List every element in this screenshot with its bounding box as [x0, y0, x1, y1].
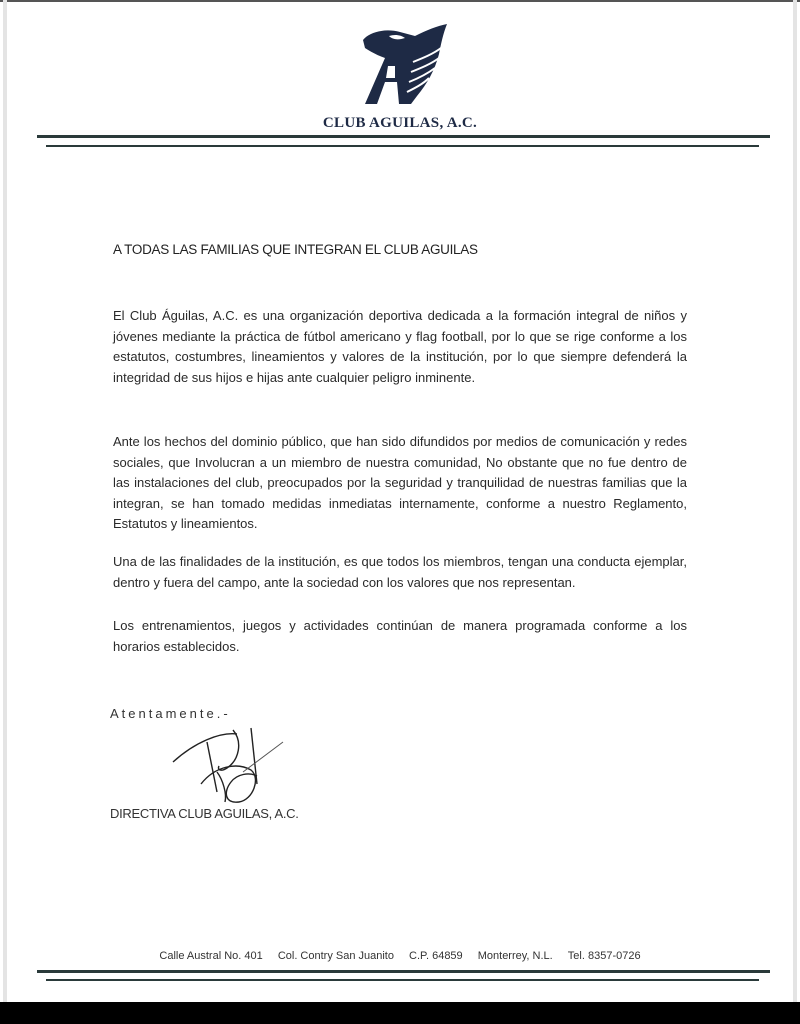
footer-contact [0, 950, 800, 962]
closing: Atentamente.- [110, 706, 231, 721]
club-name: CLUB AGUILAS, A.C. [322, 115, 478, 131]
eagle-logo-icon [355, 22, 455, 112]
footer-address: Calle Austral No. 401 [159, 950, 263, 962]
header-rule-top [37, 135, 770, 138]
signer-name: DIRECTIVA CLUB AGUILAS, A.C. [110, 806, 299, 821]
footer-city: Monterrey, N.L. [477, 950, 553, 962]
footer-phone: Tel. 8357-0726 [567, 950, 641, 962]
footer-rule-bottom [46, 979, 759, 981]
handwritten-signature [165, 722, 290, 807]
header-rule-bottom [46, 145, 759, 147]
paragraph-1: El Club Águilas, A.C. es una organización deportiva dedicada a la formación integral de niños y jóvenes mediante la práctica de fútbol americano y flag football, por lo que se rige conforme a los estatutos, costumbres, lineamientos y valores de la institución, por lo que siempre defenderá la integridad de sus hijos e hijas ante cualquier peligro inminente. [113, 308, 687, 385]
page-right-edge [793, 0, 797, 1002]
paragraph-4: Los entrenamientos, juegos y actividades continúan de manera programada conforme a los horarios establecidos. [113, 618, 687, 654]
page-left-edge [3, 0, 7, 1002]
paragraph-2: Ante los hechos del dominio público, que han sido difundidos por medios de comunicación y redes sociales, que Involucran a un miembro de nuestra comunidad, No obstante que no fue dentro de las instalaciones del club, preocupados por la seguridad y tranquilidad de nuestras familias que la integran, se han tomado medidas inmediatas internamente, conforme a nuestro Reglamento, Estatutos y lineamientos. [113, 434, 687, 531]
page-top-edge [0, 0, 800, 2]
salutation: A TODAS LAS FAMILIAS QUE INTEGRAN EL CLUB AGUILAS [113, 242, 478, 257]
footer-postal-code: C.P. 64859 [409, 950, 463, 962]
paragraph-3: Una de las finalidades de la institución, es que todos los miembros, tengan una conducta ejemplar, dentro y fuera del campo, ante la sociedad con los valores que nos representan. [113, 554, 687, 590]
footer-rule-top [37, 970, 770, 973]
footer-colony: Col. Contry San Juanito [277, 950, 394, 962]
